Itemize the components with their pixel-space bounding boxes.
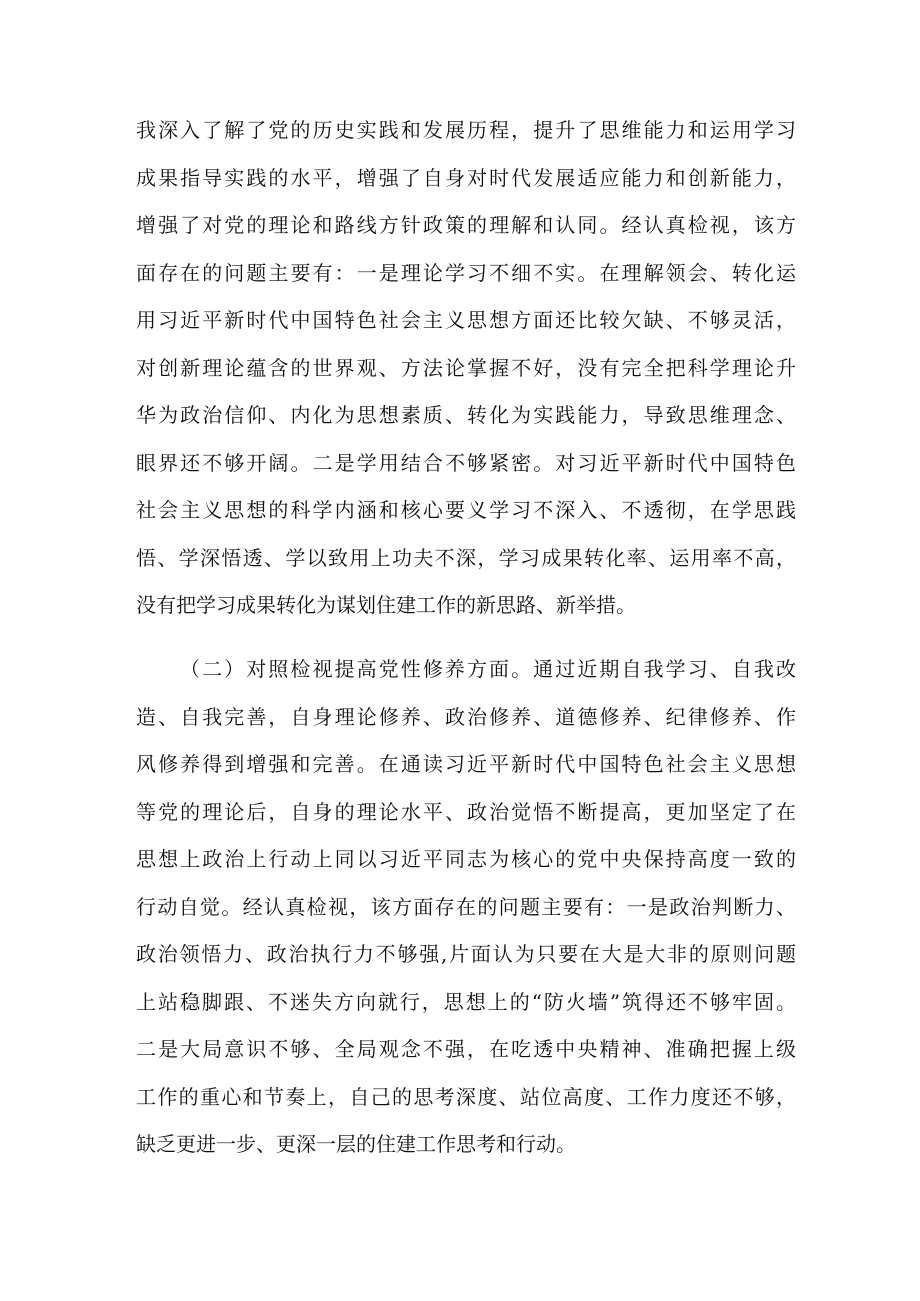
paragraph-line: 造、自我完善，自身理论修养、政治修养、道德修养、纪律修养、作 [136,704,796,729]
paragraph-line: 用习近平新时代中国特色社会主义思想方面还比较欠缺、不够灵活， [136,308,796,332]
paragraph-line: 增强了对党的理论和路线方针政策的理解和认同。经认真检视，该方 [136,213,796,237]
paragraph-party-spirit-cultivation [136,646,796,1169]
paragraph-line: 上站稳脚跟、不迷失方向就行，思想上的“防火墙”筑得还不够牢固。 [136,989,796,1014]
paragraph-line: 二是大局意识不够、全局观念不强，在吃透中央精神、准确把握上级 [136,1037,796,1061]
paragraph-line: 我深入了解了党的历史实践和发展历程，提升了思维能力和运用学习 [136,118,796,142]
paragraph-line: 工作的重心和节奏上，自己的思考深度、站位高度、工作力度还不够， [136,1084,796,1109]
paragraph-line: 风修养得到增强和完善。在通读习近平新时代中国特色社会主义思想 [136,752,796,776]
paragraph-line: 面存在的问题主要有：一是理论学习不细不实。在理解领会、转化运 [136,260,796,285]
paragraph-line: 对创新理论蕴含的世界观、方法论掌握不好，没有完全把科学理论升 [136,355,796,380]
paragraph-line: （二）对照检视提高党性修养方面。通过近期自我学习、自我改 [180,657,796,681]
paragraph-study-practice [136,107,796,630]
paragraph-line: 华为政治信仰、内化为思想素质、转化为实践能力，导致思维理念、 [136,403,796,427]
paragraph-line: 思想上政治上行动上同以习近平同志为核心的党中央保持高度一致的 [136,847,796,871]
paragraph-line: 没有把学习成果转化为谋划住建工作的新思路、新举措。 [136,593,636,617]
paragraph-line: 等党的理论后，自身的理论水平、政治觉悟不断提高，更加坚定了在 [136,799,796,824]
paragraph-line: 眼界还不够开阔。二是学用结合不够紧密。对习近平新时代中国特色 [136,450,796,475]
paragraph-line: 缺乏更进一步、更深一层的住建工作思考和行动。 [136,1132,576,1156]
paragraph-line: 悟、学深悟透、学以致用上功夫不深，学习成果转化率、运用率不高， [136,545,796,570]
paragraph-line: 政治领悟力、政治执行力不够强,片面认为只要在大是大非的原则问题 [136,942,796,966]
paragraph-line: 社会主义思想的科学内涵和核心要义学习不深入、不透彻，在学思践 [136,498,796,522]
paragraph-line: 行动自觉。经认真检视，该方面存在的问题主要有：一是政治判断力、 [136,894,796,919]
paragraph-line: 成果指导实践的水平，增强了自身对时代发展适应能力和创新能力， [136,165,796,190]
